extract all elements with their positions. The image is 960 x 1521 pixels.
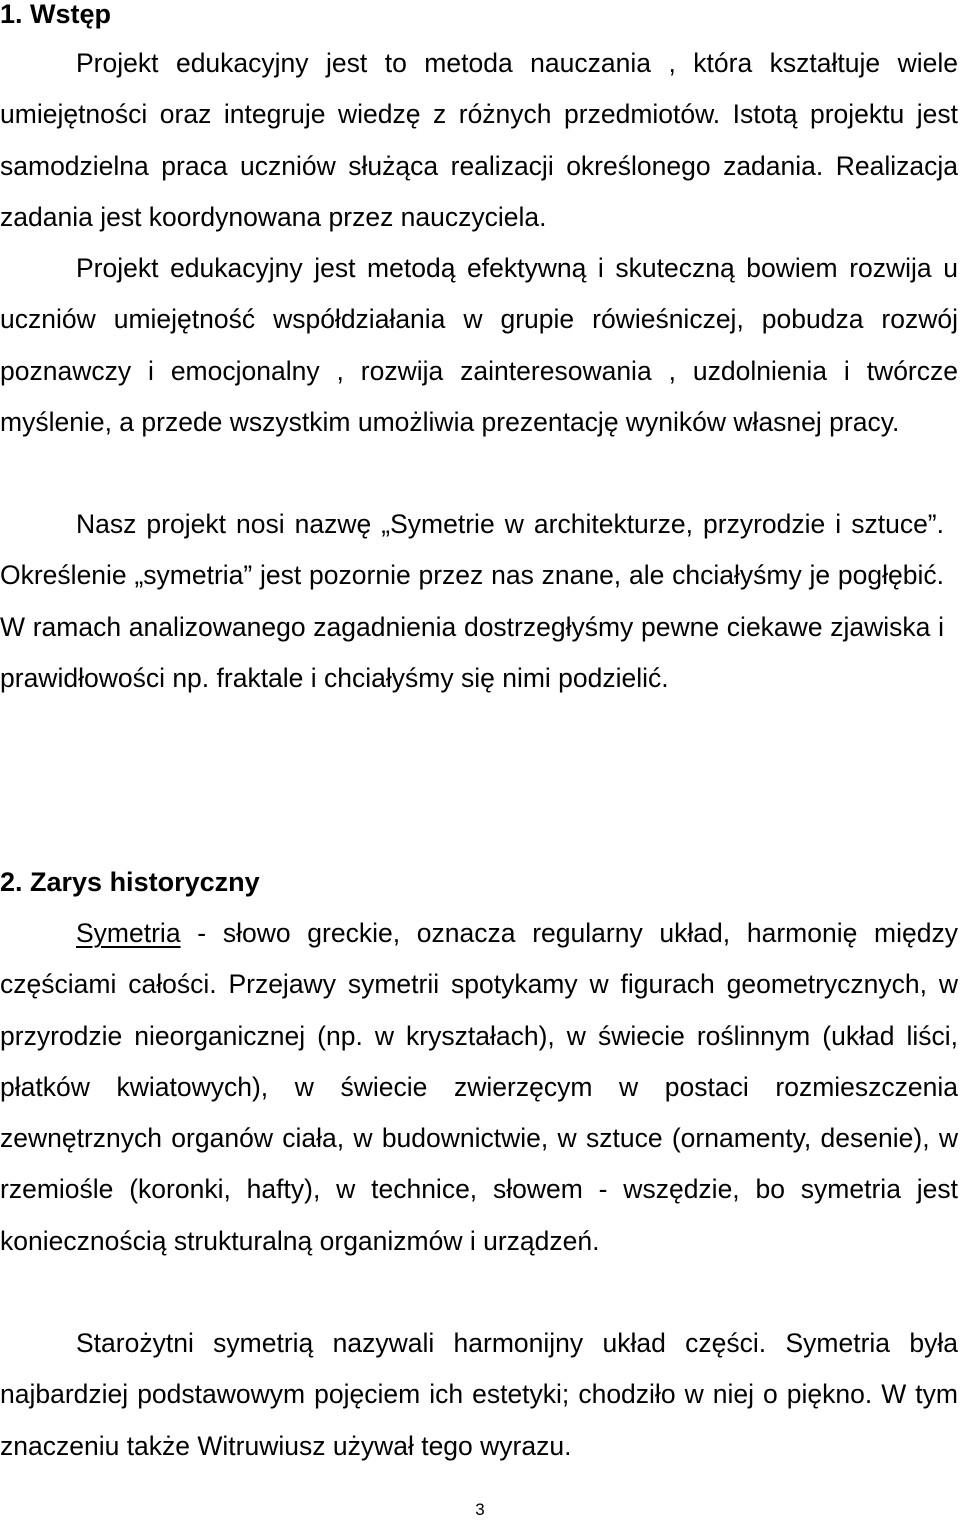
- page-number: 3: [475, 1500, 485, 1519]
- intro-paragraph-1-text: Projekt edukacyjny jest to metoda nauczania , która kształtuje wiele umiejętności oraz integruje wiedzę z różnych przedmiotów. Istotą projektu jest samodzielna praca uczniów służąca realizacji określonego zadania. Realizacja zadania jest koordynowana przez nauczyciela.: [0, 48, 958, 232]
- section-heading-introduction: 1. Wstęp: [0, 0, 112, 29]
- symmetry-term: Symetria: [76, 918, 181, 948]
- intro-paragraph-3: [0, 499, 944, 704]
- intro-paragraph-1: [0, 38, 958, 243]
- history-paragraph-1: [0, 908, 958, 1267]
- history-paragraph-2-text: Starożytni symetrią nazywali harmonijny układ części. Symetria była najbardziej podstawowym pojęciem ich estetyki; chodziło w niej o piękno. W tym znaczeniu także Witruwiusz używał tego wyrazu.: [0, 1328, 958, 1461]
- intro-paragraph-3-text: Nasz projekt nosi nazwę „Symetrie w architekturze, przyrodzie i sztuce”. Określenie „symetria” jest pozornie przez nas znane, ale chciałyśmy je pogłębić. W ramach analizowanego zagadnienia dostrzegłyśmy pewne ciekawe zjawiska i prawidłowości np. fraktale i chciałyśmy się nimi podzielić.: [0, 509, 944, 693]
- intro-paragraph-2-text: Projekt edukacyjny jest metodą efektywną i skuteczną bowiem rozwija u uczniów umiejętność współdziałania w grupie rówieśniczej, pobudza rozwój poznawczy i emocjonalny , rozwija zainteresowania , uzdolnienia i twórcze myślenie, a przede wszystkim umożliwia prezentację wyników własnej pracy.: [0, 253, 958, 437]
- history-paragraph-1-text: - słowo greckie, oznacza regularny układ, harmonię między częściami całości. Przejawy symetrii spotykamy w figurach geometrycznych, w przyrodzie nieorganicznej (np. w kryształach), w świecie roślinnym (układ liści, płatków kwiatowych), w świecie zwierzęcym w postaci rozmieszczenia zewnętrznych organów ciała, w budownictwie, w sztuce (ornamenty, desenie), w rzemiośle (koronki, hafty), w technice, słowem - wszędzie, bo symetria jest koniecznością strukturalną organizmów i urządzeń.: [0, 918, 958, 1256]
- history-paragraph-2: [0, 1318, 958, 1472]
- intro-paragraph-2: [0, 243, 958, 448]
- section-heading-history: 2. Zarys historyczny: [0, 867, 260, 897]
